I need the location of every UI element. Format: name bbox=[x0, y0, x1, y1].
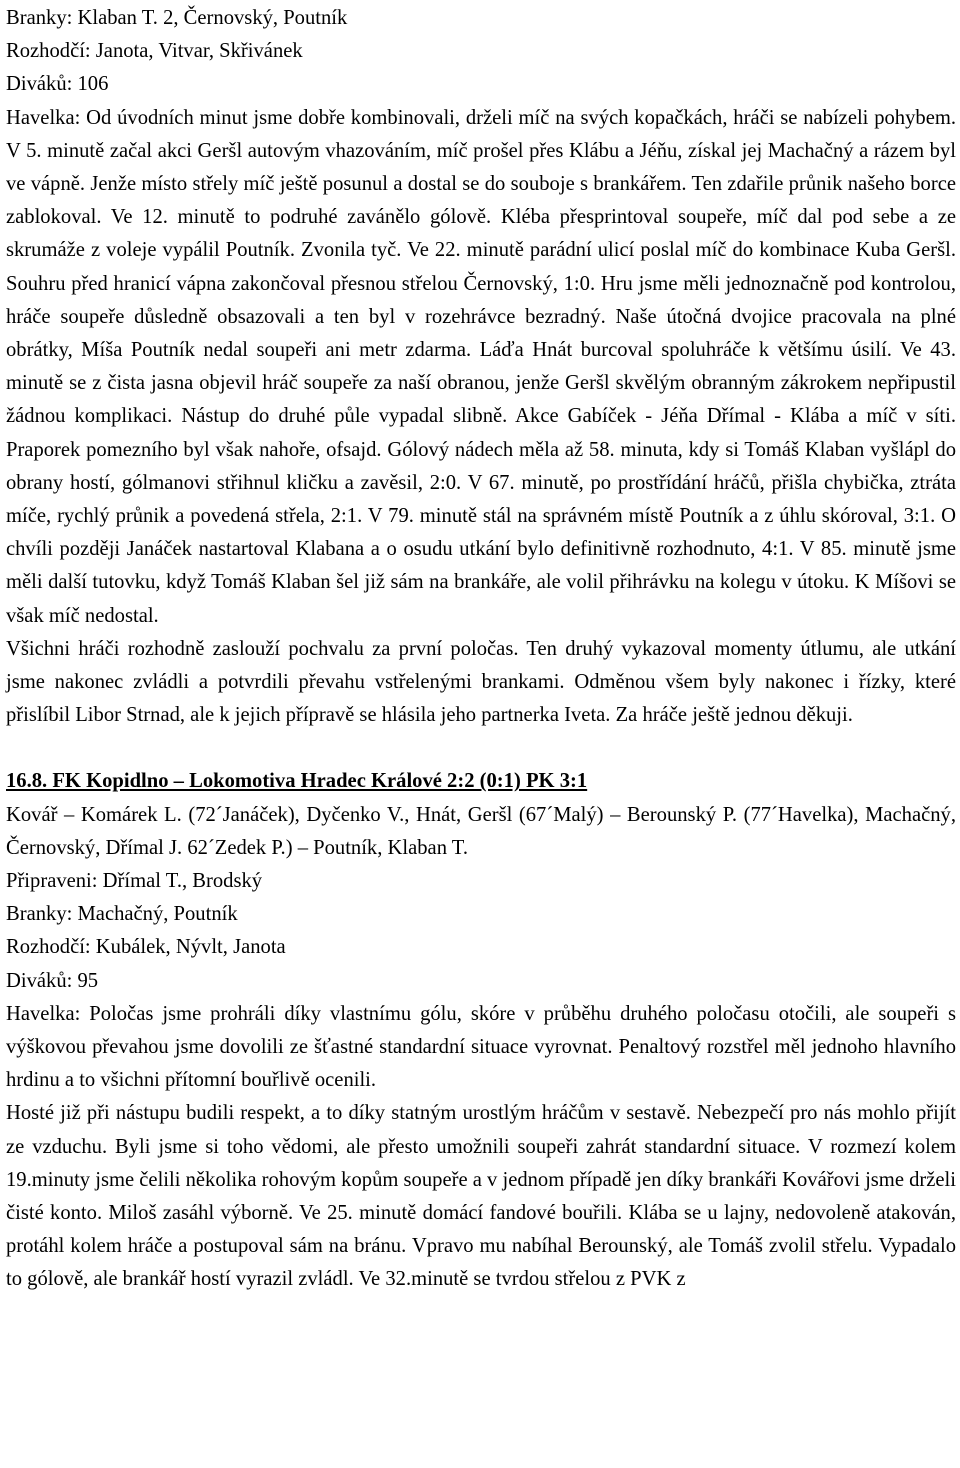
match2-heading: 16.8. FK Kopidlno – Lokomotiva Hradec Králové 2:2 (0:1) PK 3:1 bbox=[6, 770, 588, 793]
match2-lineup: Kovář – Komárek L. (72´Janáček), Dyčenko V., Hnát, Geršl (67´Malý) – Berounský P. (77´Havelka), Machačný, Černovský, Dřímal J. 62´Zedek P.) – Poutník, Klaban T. bbox=[6, 803, 956, 859]
match2-divaku: Diváků: 95 bbox=[6, 969, 99, 992]
match2-rozhodci: Rozhodčí: Kubálek, Nývlt, Janota bbox=[6, 936, 286, 959]
match1-divaku: Diváků: 106 bbox=[6, 73, 109, 96]
match1-report: Havelka: Od úvodních minut jsme dobře kombinovali, drželi míč na svých kopačkách, hráči se nabízeli pohybem. V 5. minutě začal akci Geršl autovým vhazováním, míč prošel přes Klábu a Jéňu, získal jej Machačný a rázem byl ve vápně. Jenže místo střely míč ještě posunul a dostal se do souboje s brankářem. Ten zdařile průnik našeho borce zablokoval. Ve 12. minutě to podruhé zavánělo gólově. Kléba přesprintoval soupeře, míč dal pod sebe a ze skrumáže z voleje vypálil Poutník. Zvonila tyč. Ve 22. minutě parádní ulicí poslal míč do kombinace Kuba Geršl. Souhru před hranicí vápna zakončoval přesnou střelou Černovský, 1:0. Hru jsme měli jednoznačně pod kontrolou, hráče soupeře důsledně obsazovali a ten byl v rozehrávce bezradný. Naše útočná dvojice pracovala na plné obrátky, Míša Poutník nedal soupeři ani metr zdarma. Láďa Hnát burcoval spoluhráče k většímu úsilí. Ve 43. minutě se z čista jasna objevil hráč soupeře za naší obranou, jenže Geršl skvělým obranným zákrokem nepřipustil žádnou komplikaci. Nástup do druhé půle vypadal slibně. Akce Gabíček - Jéňa Dřímal - Klába a míč v síti. Praporek pomezního byl však nahoře, ofsajd. Gólový nádech měla až 58. minuta, kdy si Tomáš Klaban vyšlápl do obrany hostí, gólmanovi střihnul kličku a zavěsil, 2:0. V 67. minutě, po prostřídání hráčů, přišla chybička, ztráta míče, rychlý průnik a povedená střela, 2:1. V 79. minutě stál na správném místě Poutník a z úhlu skóroval, 3:1. O chvíli později Janáček nastartoval Klabana a o osudu utkání bylo definitivně rozhodnuto, 4:1. V 85. minutě jsme měli další tutovku, když Tomáš Klaban šel již sám na brankáře, ale volil přihrávku na kolegu v útoku. K Míšovi se však míč nedostal. bbox=[6, 106, 956, 627]
match1-branky: Branky: Klaban T. 2, Černovský, Poutník bbox=[6, 7, 348, 29]
match1-rozhodci: Rozhodčí: Janota, Vitvar, Skřivánek bbox=[6, 40, 303, 63]
section-gap bbox=[6, 732, 956, 765]
match2-report-1: Havelka: Poločas jsme prohráli díky vlastnímu gólu, skóre v průběhu druhého poločasu otočili, ale soupeři s výškovou převahou jsme dovolili ze šťastné standardní situace vyrovnat. Penaltový rozstřel měl jednoho hlavního hrdinu a to všichni přítomní bouřlivě ocenili. bbox=[6, 1002, 956, 1092]
document-page bbox=[6, 2, 956, 1297]
match2-branky: Branky: Machačný, Poutník bbox=[6, 903, 238, 926]
match2-report-2: Hosté již při nástupu budili respekt, a to díky statným urostlým hráčům v sestavě. Nebezpečí pro nás mohlo přijít ze vzduchu. Byli jsme si toho vědomi, ale přesto umožnili soupeři zahrát standardní situace. V rozmezí kolem 19.minuty jsme čelili několika rohovým kopům soupeře a v jednom případě jen díky brankáři Kovářovi jsme drželi čisté konto. Miloš zasáhl výborně. Ve 25. minutě domácí fandové bouřili. Klába se u lajny, nedovoleně atakován, protáhl kolem hráče a postupoval sám na bránu. Vpravo mu nabíhal Berounský, ale Tomáš zvolil střelu. Vypadalo to gólově, ale brankář hostí vyrazil zvládl. Ve 32.minutě se tvrdou střelou z PVK z bbox=[6, 1102, 956, 1291]
match1-closing: Všichni hráči rozhodně zaslouží pochvalu za první poločas. Ten druhý vykazoval momenty útlumu, ale utkání jsme nakonec zvládli a potvrdili převahu vstřelenými brankami. Odměnou všem byly nakonec i řízky, které přislíbil Libor Strnad, ale k jejich přípravě se hlásila jeho partnerka Iveta. Za hráče ještě jednou děkuji. bbox=[6, 637, 956, 727]
match2-pripraveni: Připraveni: Dřímal T., Brodský bbox=[6, 870, 263, 893]
